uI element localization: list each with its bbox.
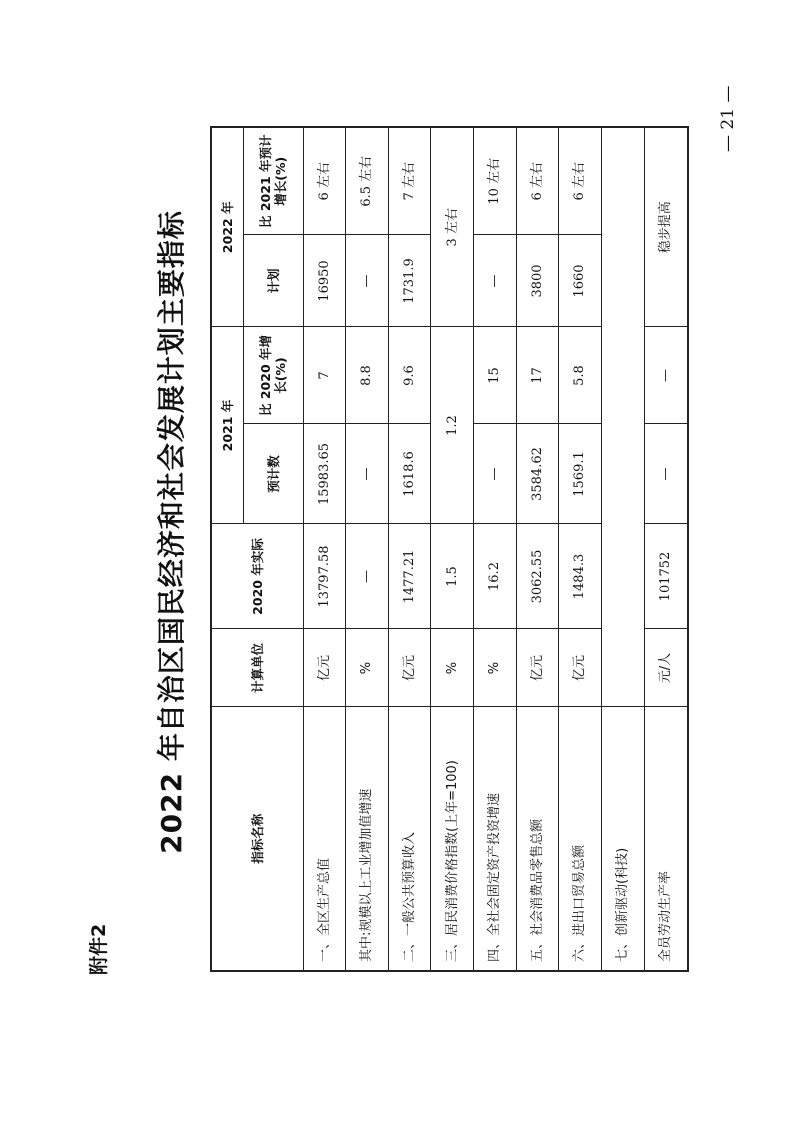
estimate-2021: 3584.62 [516,424,559,524]
indicator-unit: % [431,629,474,707]
plan-2022: 1660 [559,235,602,327]
indicator-name: 其中:规模以上工业增加值增速 [346,707,389,971]
value-2022: 稳步提高 [644,127,688,327]
header-actual-2020: 2020 年实际 [211,524,303,629]
header-plan-2022: 计划 [243,235,303,327]
estimate-2021: — [474,424,517,524]
growth-2021: 9.6 [388,327,431,424]
actual-2020: 3062.55 [516,524,559,629]
actual-2020: 1484.3 [559,524,602,629]
indicator-name: 全员劳动生产率 [644,707,688,971]
growth-2021: 17 [516,327,559,424]
indicators-table [210,126,689,972]
indicator-unit: 亿元 [303,629,346,707]
growth-2021: 8.8 [346,327,389,424]
plan-2022: — [346,235,389,327]
indicator-unit: % [474,629,517,707]
indicator-unit: 亿元 [516,629,559,707]
value-2022: 3 左右 [431,127,474,327]
empty-cell [602,127,645,707]
growth-2021: 15 [474,327,517,424]
plan-2022: — [474,235,517,327]
indicator-name: 七、创新驱动(科技) [602,707,645,971]
actual-2020: 101752 [644,524,688,629]
growth-2022: 6 左右 [303,127,346,235]
indicator-name: 五、社会消费品零售总额 [516,707,559,971]
table-row [346,127,389,971]
page-title: 2022 年自治区国民经济和社会发展计划主要指标 [155,210,188,854]
indicator-unit: % [346,629,389,707]
growth-2021: 5.8 [559,327,602,424]
attachment-label: 附件2 [88,923,110,975]
table-row [431,127,474,971]
page-number: — 21 — [718,85,738,152]
estimate-2021: — [346,424,389,524]
value-2021: 1.2 [431,327,474,524]
estimate-2021: — [644,424,688,524]
header-unit: 计算单位 [211,629,303,707]
plan-2022: 1731.9 [388,235,431,327]
table-row [602,127,645,971]
table-row [516,127,559,971]
estimate-2021: 1618.6 [388,424,431,524]
indicator-unit: 亿元 [388,629,431,707]
estimate-2021: 15983.65 [303,424,346,524]
indicator-name: 三、居民消费价格指数(上年=100) [431,707,474,971]
growth-2022: 6 左右 [559,127,602,235]
header-name: 指标名称 [211,707,303,971]
growth-2022: 10 左右 [474,127,517,235]
header-estimate-2021: 预计数 [243,424,303,524]
indicator-name: 二、一般公共预算收入 [388,707,431,971]
plan-2022: 16950 [303,235,346,327]
estimate-2021: 1569.1 [559,424,602,524]
growth-2021: — [644,327,688,424]
table-row [388,127,431,971]
growth-2021: 7 [303,327,346,424]
growth-2022: 7 左右 [388,127,431,235]
table-row [303,127,346,971]
table-row [474,127,517,971]
actual-2020: 1477.21 [388,524,431,629]
actual-2020: 16.2 [474,524,517,629]
header-year-2022: 2022 年 [211,127,243,327]
indicator-unit: 亿元 [559,629,602,707]
indicator-name: 一、全区生产总值 [303,707,346,971]
growth-2022: 6.5 左右 [346,127,389,235]
actual-2020: 13797.58 [303,524,346,629]
table-row [559,127,602,971]
indicator-unit: 元/人 [644,629,688,707]
header-year-2021: 2021 年 [211,327,243,524]
plan-2022: 3800 [516,235,559,327]
actual-2020: — [346,524,389,629]
header-growth-2021: 比 2020 年增长(%) [243,327,303,424]
indicator-name: 六、进出口贸易总额 [559,707,602,971]
header-growth-2022: 比 2021 年预计增长(%) [243,127,303,235]
growth-2022: 6 左右 [516,127,559,235]
header-row-1 [211,127,243,971]
indicator-name: 四、全社会固定资产投资增速 [474,707,517,971]
actual-2020: 1.5 [431,524,474,629]
table-row [644,127,688,971]
